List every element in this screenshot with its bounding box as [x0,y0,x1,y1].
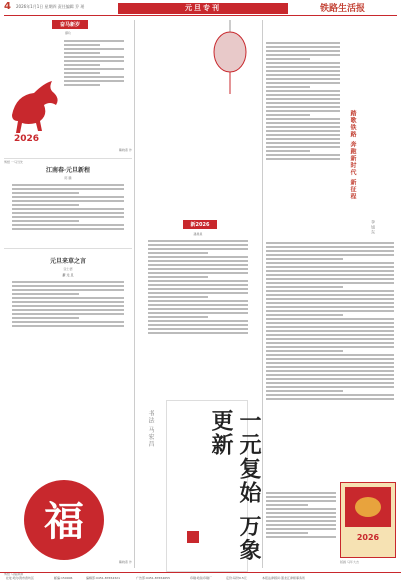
poster-credit: 版画 马年大吉 [340,560,359,564]
article-body-2 [266,240,394,402]
poem1-body [64,38,124,88]
horse-papercut-art [4,75,66,145]
article-body [266,40,340,162]
poem2-author: 陈 鹏 [64,176,72,180]
header-rule [4,15,397,16]
poem3-author: 张仁德 [63,267,73,271]
article-author: 李旭东 [371,220,376,235]
svg-text:福: 福 [44,498,84,545]
vertical-title: 踏歌铁路 奔跑新时代 新征程 [349,110,356,201]
left-column [4,20,132,576]
poem3-body [12,281,124,327]
masthead: 铁路生活报 [320,4,366,14]
poem-body [148,240,248,334]
poem2-title: 江南春·元旦新程 [45,167,91,174]
right-column [266,20,397,568]
svg-text:2026: 2026 [14,134,40,144]
page-footer: 社址:哈尔滨市香坊区 邮编:150006 编辑部:0451-87654321 广告部:0451-87654655 印刷:哈铁印刷厂 定价:每份0.5元 本报法律顾问:黑龙江律师事务所 [0,572,401,585]
credit-right: 鞠晓燕 作 [119,148,132,152]
new-year-poster: 2026 [340,482,396,558]
calligraphy-credit: 书法 马宏昌 [147,410,154,448]
calligraphy-art: 一元复始 万象更新 [166,400,248,572]
art2-caption: 剪纸 马福满满 [4,572,23,576]
page-header [0,0,401,16]
article-body-3 [266,490,336,540]
lantern-illustration [210,20,250,100]
section-banner: 元旦专刊 [118,3,288,14]
fu-papercut-art [14,460,114,570]
date-line: 2026年1月1日 星期四 责任编辑 乔 瑶 [16,4,85,9]
middle-column [138,20,262,568]
poem3-title: 元旦来草之言 [49,258,86,265]
poem1-author: 缪玖 [64,31,71,35]
credit-left: 剪纸 一马当先 [4,160,23,164]
art2-credit: 鞠晓燕 作 [119,560,132,564]
poem3-sub: 新 元 旦 [62,273,74,277]
poem-author: 潘晨星 [193,232,203,236]
poem2-body [12,184,124,230]
poem-tag: 新2026 [183,220,217,229]
page-number: 4 [4,1,11,12]
poem1-tag: 奋马新岁 [52,20,88,29]
